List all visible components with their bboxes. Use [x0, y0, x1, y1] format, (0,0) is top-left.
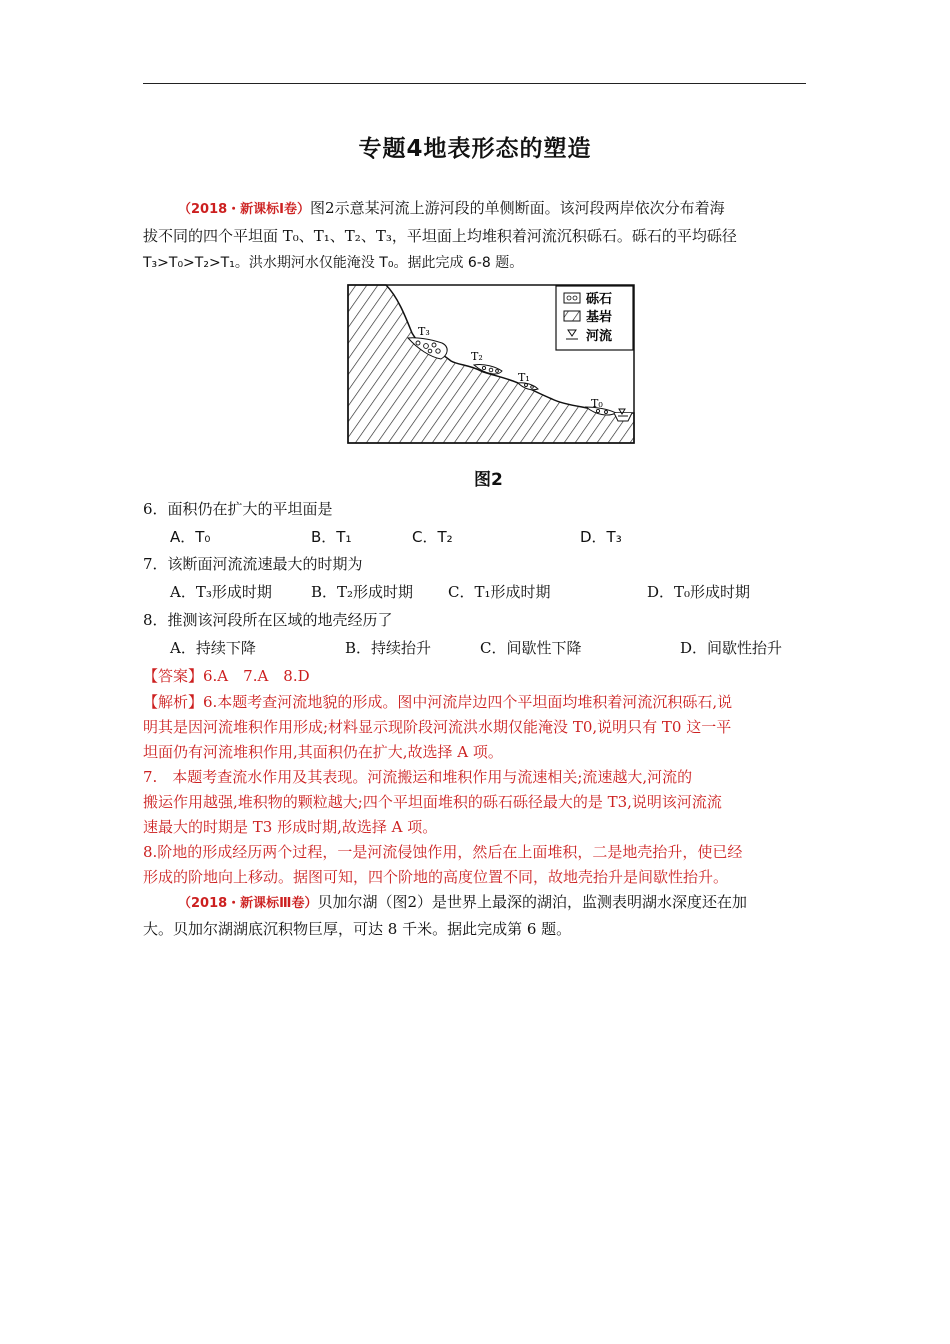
- terrace-label-t2: T₂: [471, 350, 483, 363]
- page-title: 专题4地表形态的塑造: [358, 136, 592, 162]
- figure-caption: 图2: [474, 470, 503, 490]
- question-6-option-a[interactable]: A．T₀: [170, 528, 211, 546]
- analysis-line-4: 7. 本题考查流水作用及其表现。河流搬运和堆积作用与流速相关;流速越大,河流的: [143, 768, 693, 786]
- q1-intro-line1: （2018・新课标Ⅰ卷）图2示意某河流上游河段的单侧断面。该河段两岸依次分布着海: [178, 199, 725, 217]
- question-7-stem: 7．该断面河流流速最大的时期为: [143, 555, 363, 573]
- q1-intro-line2: 拔不同的四个平坦面 T₀、T₁、T₂、T₃，平坦面上均堆积着河流沉积砾石。砾石的平均砾径: [143, 227, 737, 245]
- question-8-option-a[interactable]: A．持续下降: [170, 639, 256, 657]
- analysis-line-8: 形成的阶地向上移动。据图可知，四个阶地的高度位置不同，故地壳抬升是间歇性抬升。: [143, 868, 729, 886]
- gravel-icon: [564, 293, 580, 303]
- river-profile-figure: [346, 283, 638, 447]
- question-8-stem: 8．推测该河段所在区域的地壳经历了: [143, 611, 393, 629]
- terrace-label-t3: T₃: [418, 325, 430, 338]
- question-6-stem: 6．面积仍在扩大的平坦面是: [143, 500, 333, 518]
- question-7-option-d[interactable]: D．T₀形成时期: [647, 583, 751, 601]
- legend-gravel: 砾石: [586, 292, 613, 307]
- analysis-line-3: 坦面仍有河流堆积作用,其面积仍在扩大,故选择 A 项。: [143, 743, 503, 761]
- header-rule: [143, 83, 806, 84]
- legend-bedrock: 基岩: [586, 310, 613, 325]
- analysis-line-1: 【解析】6.本题考查河流地貌的形成。图中河流岸边四个平坦面均堆积着河流沉积砾石,说: [143, 693, 733, 711]
- q2-source: （2018・新课标Ⅲ卷）: [178, 896, 318, 911]
- question-6-option-d[interactable]: D．T₃: [580, 528, 622, 546]
- terrace-label-t0: T₀: [591, 397, 603, 410]
- question-6-option-c[interactable]: C．T₂: [412, 528, 453, 546]
- answer-line: 【答案】6.A 7.A 8.D: [143, 667, 310, 685]
- analysis-line-2: 明其是因河流堆积作用形成;材料显示现阶段河流洪水期仅能淹没 T0,说明只有 T0 这一平: [143, 718, 732, 736]
- q1-intro-line3: T₃>T₀>T₂>T₁。洪水期河水仅能淹没 T₀。据此完成 6-8 题。: [143, 255, 524, 271]
- question-8-option-d[interactable]: D．间歇性抬升: [680, 639, 783, 657]
- question-7-option-b[interactable]: B．T₂形成时期: [311, 583, 414, 601]
- question-8-option-c[interactable]: C．间歇性下降: [480, 639, 582, 657]
- q1-source: （2018・新课标Ⅰ卷）: [178, 202, 311, 217]
- analysis-line-7: 8.阶地的形成经历两个过程，一是河流侵蚀作用，然后在上面堆积，二是地壳抬升，使已经: [143, 843, 743, 861]
- question-7-option-c[interactable]: C．T₁形成时期: [448, 583, 551, 601]
- legend-river: 河流: [586, 329, 613, 344]
- terrace-label-t1: T₁: [518, 371, 530, 384]
- question-7-option-a[interactable]: A．T₃形成时期: [170, 583, 272, 601]
- bedrock-icon: [564, 311, 580, 321]
- question-6-option-b[interactable]: B．T₁: [311, 528, 352, 546]
- question-8-option-b[interactable]: B．持续抬升: [345, 639, 432, 657]
- analysis-line-6: 速最大的时期是 T3 形成时期,故选择 A 项。: [143, 818, 438, 836]
- q2-intro-line1: （2018・新课标Ⅲ卷）贝加尔湖（图2）是世界上最深的湖泊，监测表明湖水深度还在加: [178, 893, 748, 911]
- q2-intro-line2: 大。贝加尔湖湖底沉积物巨厚，可达 8 千米。据此完成第 6 题。: [143, 920, 572, 938]
- analysis-line-5: 搬运作用越强,堆积物的颗粒越大;四个平坦面堆积的砾石砾径最大的是 T3,说明该河流流: [143, 793, 722, 811]
